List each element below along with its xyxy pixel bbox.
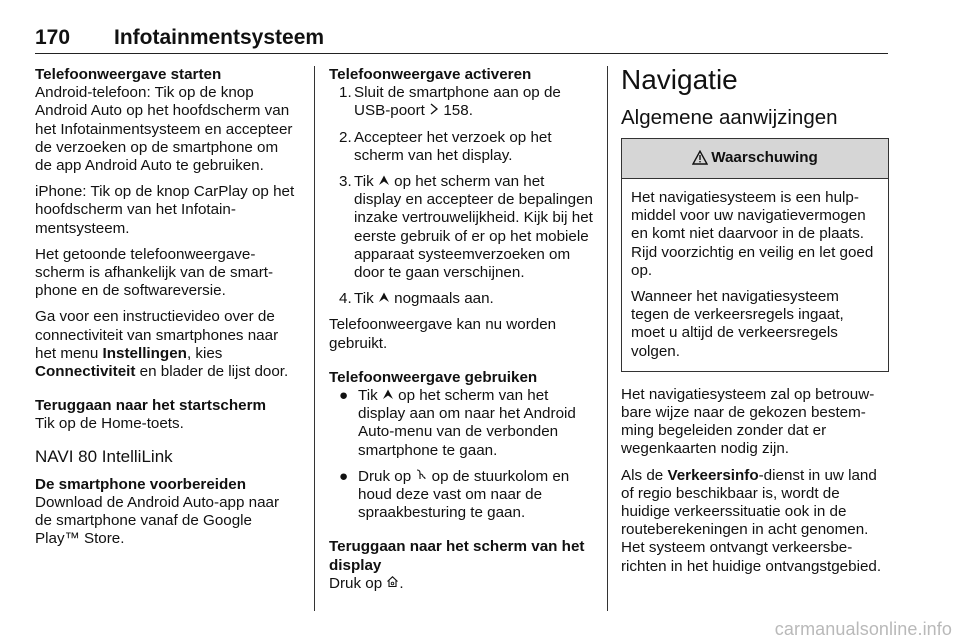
section-heading: NAVI 80 IntelliLink bbox=[35, 446, 173, 466]
phone-projection-icon bbox=[382, 388, 394, 402]
warning-triangle-icon bbox=[692, 150, 708, 167]
list-item: 4. Tik nogmaals aan. bbox=[339, 290, 494, 308]
column-right bbox=[621, 66, 889, 584]
column-divider bbox=[314, 66, 315, 611]
warning-body bbox=[622, 179, 888, 371]
home-icon bbox=[386, 575, 399, 590]
paragraph: Druk op . bbox=[329, 574, 404, 592]
paragraph: Tik op de Home-toets. bbox=[35, 415, 184, 433]
heading-back-display: Teruggaan naar het scherm van het display bbox=[329, 538, 585, 574]
list-item: ● Tik op het scherm van het display aan om naar het Android Auto-menu van de verbonden smartphone te gaan. bbox=[339, 387, 576, 459]
page-number: 170 bbox=[35, 26, 71, 49]
phone-projection-icon bbox=[378, 291, 390, 305]
warning-box bbox=[621, 138, 889, 372]
heading-activate: Telefoonweergave activeren bbox=[329, 66, 532, 83]
paragraph: Android-telefoon: Tik op de knop Android Auto op het hoofdscherm van het Infotainmentsysteem en accepteer de verzoeken op de smartphone om de app Android Auto te gebruiken. bbox=[35, 84, 293, 175]
column-divider bbox=[607, 66, 608, 611]
column-middle bbox=[329, 66, 595, 601]
paragraph: Ga voor een instructievideo over de connectiviteit van smartphones naar het menu Instellingen, kies Connectiviteit en blader de lijst door. bbox=[35, 308, 289, 381]
warning-header bbox=[622, 139, 888, 179]
page-header bbox=[35, 24, 888, 54]
warning-title: Waarschuwing bbox=[711, 149, 818, 167]
column-left bbox=[35, 66, 297, 557]
paragraph: Het navigatiesysteem is een hulpmiddel voor uw navigatievermogen en komt niet daarvoor in de plaats. Rijd voorzichtig en veilig en let goed op. bbox=[631, 189, 874, 279]
list-item: 3. Tik op het scherm van het display en accepteer de bepalingen inzake vertrouwelijkheid. Kijk bij het eerste gebruik of er op het mobiele apparaat systeemverzoeken om door te gaan verschijnen. bbox=[339, 173, 593, 282]
paragraph: iPhone: Tik op de knop CarPlay op het hoofdscherm van het Infotainmentsysteem. bbox=[35, 183, 295, 237]
menu-term: Instellingen bbox=[102, 344, 187, 362]
page-title: Infotainmentsysteem bbox=[114, 26, 325, 49]
paragraph: Download de Android Auto-app naar de smartphone vanaf de Google Play™ Store. bbox=[35, 494, 280, 548]
bullet-list bbox=[329, 387, 595, 522]
paragraph: Als de Verkeersinfo-dienst in uw land of regio beschikbaar is, wordt de huidige verkeerssituatie ook in de routeberekeningen in acht genomen. Het systeem ontvangt verkeersberichten in het huidige ontvangstgebied. bbox=[621, 466, 882, 575]
paragraph: Wanneer het navigatiesysteem tegen de verkeersregels ingaat, moet u altijd de verkeersregels volgen. bbox=[631, 288, 844, 360]
chapter-title: Navigatie bbox=[621, 64, 738, 95]
heading-use: Telefoonweergave gebruiken bbox=[329, 368, 538, 386]
service-term: Verkeersinfo bbox=[667, 466, 759, 484]
paragraph: Het navigatiesysteem zal op betrouwbare wijze naar de gekozen bestemming begeleiden zonder dat er wegenkaarten nodig zijn. bbox=[621, 385, 875, 458]
heading-start: Telefoonweergave starten bbox=[35, 66, 222, 83]
phone-projection-icon bbox=[378, 174, 390, 188]
list-item: 1. Sluit de smartphone aan op de USB-poort 158. bbox=[339, 84, 561, 120]
menu-term: Connectiviteit bbox=[35, 363, 136, 381]
watermark: carmanualsonline.info bbox=[774, 619, 952, 639]
steps-list bbox=[329, 84, 595, 308]
paragraph: Telefoonweergave kan nu worden gebruikt. bbox=[329, 316, 557, 352]
paragraph: Het getoonde telefoonweergavescherm is afhankelijk van de smartphone en de softwareversie. bbox=[35, 245, 274, 300]
page-reference-icon bbox=[429, 103, 439, 117]
list-item: ● Druk op op de stuurkolom en houd deze vast om naar de spraakbesturing te gaan. bbox=[339, 467, 570, 522]
list-item: 2. Accepteer het verzoek op het scherm van het display. bbox=[339, 128, 552, 164]
heading-back: Teruggaan naar het startscherm bbox=[35, 397, 266, 415]
voice-control-icon bbox=[415, 468, 427, 483]
heading-prepare: De smartphone voorbereiden bbox=[35, 475, 246, 493]
section-title: Algemene aanwijzingen bbox=[621, 106, 838, 129]
